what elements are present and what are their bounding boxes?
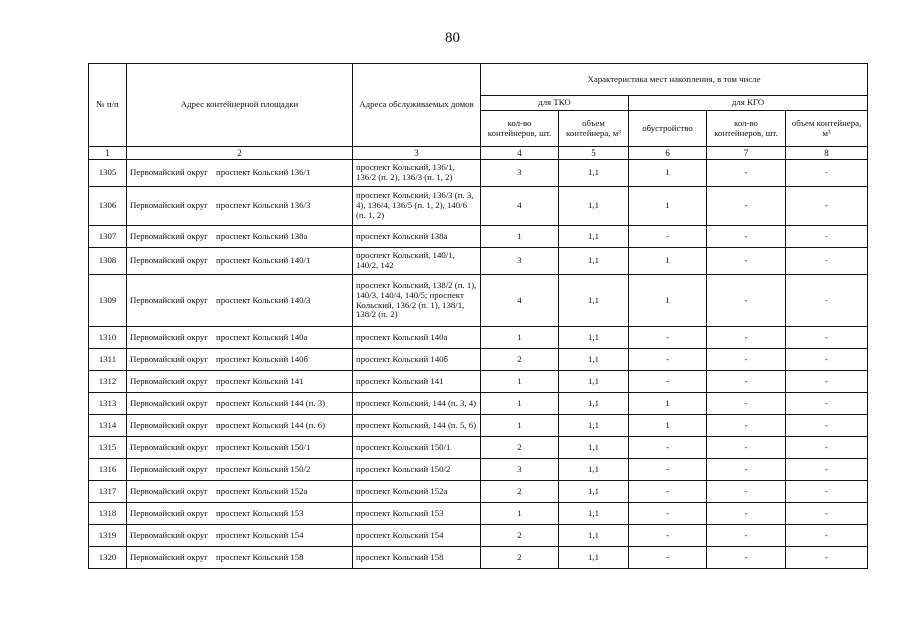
served-houses: проспект Кольский 153 (353, 503, 481, 525)
kgo-container-count: - (707, 275, 786, 327)
column-number: 7 (707, 147, 786, 160)
served-houses: проспект Кольский 140а (353, 327, 481, 349)
row-number: 1320 (89, 547, 127, 569)
column-number: 2 (127, 147, 353, 160)
kgo-container-volume: - (786, 248, 868, 275)
tko-container-volume: 1,1 (559, 248, 629, 275)
row-number: 1310 (89, 327, 127, 349)
street-address: проспект Кольский 141 (216, 375, 304, 386)
district-name: Первомайский округ (130, 230, 208, 241)
table-row (89, 160, 868, 187)
street-address: проспект Кольский 140/1 (216, 255, 311, 266)
tko-container-volume: 1,1 (559, 187, 629, 226)
header-kgo-volume: объем контейнера, м³ (786, 111, 868, 147)
tko-container-count: 2 (481, 481, 559, 503)
kgo-container-count: - (707, 525, 786, 547)
served-houses: проспект Кольский, 136/3 (п. 3, 4), 136/4, 136/5 (п. 1, 2), 140/6 (п. 1, 2) (353, 187, 481, 226)
site-address (127, 349, 353, 371)
column-number: 4 (481, 147, 559, 160)
kgo-arrangement: 1 (629, 248, 707, 275)
street-address: проспект Кольский 144 (п. 3) (216, 397, 326, 408)
kgo-container-count: - (707, 371, 786, 393)
street-address: проспект Кольский 136/1 (216, 167, 311, 178)
kgo-arrangement: - (629, 437, 707, 459)
table-row (89, 547, 868, 569)
tko-container-volume: 1,1 (559, 481, 629, 503)
street-address: проспект Кольский 140б (216, 353, 309, 364)
district-name: Первомайский округ (130, 255, 208, 266)
tko-container-volume: 1,1 (559, 160, 629, 187)
kgo-container-volume: - (786, 437, 868, 459)
kgo-container-volume: - (786, 371, 868, 393)
column-number: 5 (559, 147, 629, 160)
table-row (89, 437, 868, 459)
tko-container-volume: 1,1 (559, 349, 629, 371)
table-row (89, 503, 868, 525)
served-houses: проспект Кольский 154 (353, 525, 481, 547)
served-houses: проспект Кольский, 144 (п. 5, 6) (353, 415, 481, 437)
header-characteristics: Характеристика мест накопления, в том числе (481, 64, 868, 96)
column-number: 8 (786, 147, 868, 160)
street-address: проспект Кольский 138а (216, 230, 308, 241)
served-houses: проспект Кольский 152а (353, 481, 481, 503)
tko-container-volume: 1,1 (559, 547, 629, 569)
kgo-arrangement: 1 (629, 160, 707, 187)
site-address (127, 415, 353, 437)
site-address (127, 437, 353, 459)
kgo-arrangement: - (629, 547, 707, 569)
tko-container-volume: 1,1 (559, 437, 629, 459)
district-name: Первомайский округ (130, 551, 208, 562)
kgo-arrangement: 1 (629, 415, 707, 437)
street-address: проспект Кольский 153 (216, 507, 304, 518)
served-houses: проспект Кольский, 138/2 (п. 1), 140/3, 140/4, 140/5; проспект Кольский, 136/2 (п. 1), 138/1, 138/2 (п. 2) (353, 275, 481, 327)
kgo-container-count: - (707, 160, 786, 187)
district-name: Первомайский округ (130, 397, 208, 408)
street-address: проспект Кольский 150/1 (216, 441, 311, 452)
row-number: 1316 (89, 459, 127, 481)
tko-container-volume: 1,1 (559, 275, 629, 327)
column-number: 1 (89, 147, 127, 160)
street-address: проспект Кольский 140/3 (216, 294, 311, 305)
tko-container-count: 1 (481, 327, 559, 349)
district-name: Первомайский округ (130, 167, 208, 178)
row-number: 1307 (89, 226, 127, 248)
street-address: проспект Кольский 144 (п. 6) (216, 419, 326, 430)
kgo-container-volume: - (786, 349, 868, 371)
kgo-container-count: - (707, 226, 786, 248)
kgo-container-count: - (707, 547, 786, 569)
table-row (89, 415, 868, 437)
site-address (127, 371, 353, 393)
tko-container-volume: 1,1 (559, 415, 629, 437)
kgo-container-volume: - (786, 525, 868, 547)
tko-container-count: 1 (481, 415, 559, 437)
header-kgo: для КГО (629, 96, 868, 111)
table-row (89, 226, 868, 248)
district-name: Первомайский округ (130, 294, 208, 305)
tko-container-count: 4 (481, 187, 559, 226)
street-address: проспект Кольский 150/2 (216, 463, 311, 474)
table-body (89, 160, 868, 569)
district-name: Первомайский округ (130, 200, 208, 211)
site-address (127, 459, 353, 481)
street-address: проспект Кольский 140а (216, 331, 308, 342)
served-houses: проспект Кольский, 144 (п. 3, 4) (353, 393, 481, 415)
row-number: 1319 (89, 525, 127, 547)
header-kgo-count: кол-во контейнеров, шт. (707, 111, 786, 147)
kgo-container-volume: - (786, 481, 868, 503)
kgo-container-volume: - (786, 459, 868, 481)
tko-container-count: 1 (481, 393, 559, 415)
row-number: 1315 (89, 437, 127, 459)
table-row (89, 525, 868, 547)
row-number: 1318 (89, 503, 127, 525)
table-row (89, 371, 868, 393)
header-tko-count: кол-во контейнеров, шт. (481, 111, 559, 147)
served-houses: проспект Кольский 158 (353, 547, 481, 569)
kgo-arrangement: - (629, 226, 707, 248)
tko-container-volume: 1,1 (559, 459, 629, 481)
header-tko-volume: объем контейнера, м³ (559, 111, 629, 147)
kgo-container-count: - (707, 481, 786, 503)
row-number: 1313 (89, 393, 127, 415)
site-address (127, 248, 353, 275)
row-number: 1308 (89, 248, 127, 275)
district-name: Первомайский округ (130, 375, 208, 386)
kgo-container-count: - (707, 393, 786, 415)
column-number: 6 (629, 147, 707, 160)
kgo-arrangement: - (629, 503, 707, 525)
street-address: проспект Кольский 136/3 (216, 200, 311, 211)
site-address (127, 187, 353, 226)
table-row (89, 393, 868, 415)
kgo-container-volume: - (786, 503, 868, 525)
served-houses: проспект Кольский 140б (353, 349, 481, 371)
district-name: Первомайский округ (130, 507, 208, 518)
table-row (89, 349, 868, 371)
tko-container-volume: 1,1 (559, 327, 629, 349)
tko-container-count: 2 (481, 437, 559, 459)
district-name: Первомайский округ (130, 441, 208, 452)
container-sites-table (88, 63, 868, 569)
tko-container-count: 1 (481, 371, 559, 393)
column-number: 3 (353, 147, 481, 160)
tko-container-count: 1 (481, 503, 559, 525)
district-name: Первомайский округ (130, 463, 208, 474)
table-row (89, 275, 868, 327)
site-address (127, 503, 353, 525)
header-served-houses: Адреса обслуживаемых домов (353, 64, 481, 147)
row-number: 1305 (89, 160, 127, 187)
kgo-container-count: - (707, 459, 786, 481)
tko-container-count: 3 (481, 459, 559, 481)
served-houses: проспект Кольский 150/2 (353, 459, 481, 481)
page-number: 80 (445, 30, 460, 46)
tko-container-volume: 1,1 (559, 371, 629, 393)
table-row (89, 481, 868, 503)
district-name: Первомайский округ (130, 353, 208, 364)
row-number: 1306 (89, 187, 127, 226)
row-number: 1311 (89, 349, 127, 371)
kgo-container-count: - (707, 327, 786, 349)
street-address: проспект Кольский 158 (216, 551, 304, 562)
site-address (127, 160, 353, 187)
kgo-container-volume: - (786, 187, 868, 226)
row-number: 1309 (89, 275, 127, 327)
tko-container-volume: 1,1 (559, 503, 629, 525)
kgo-container-volume: - (786, 393, 868, 415)
header-tko: для ТКО (481, 96, 629, 111)
kgo-arrangement: - (629, 459, 707, 481)
table-row (89, 187, 868, 226)
kgo-arrangement: 1 (629, 393, 707, 415)
street-address: проспект Кольский 152а (216, 485, 308, 496)
district-name: Первомайский округ (130, 485, 208, 496)
kgo-container-volume: - (786, 415, 868, 437)
header-address: Адрес контейнерной площадки (127, 64, 353, 147)
kgo-container-count: - (707, 349, 786, 371)
district-name: Первомайский округ (130, 419, 208, 430)
site-address (127, 226, 353, 248)
tko-container-count: 3 (481, 160, 559, 187)
tko-container-volume: 1,1 (559, 525, 629, 547)
site-address (127, 481, 353, 503)
district-name: Первомайский округ (130, 529, 208, 540)
kgo-arrangement: - (629, 525, 707, 547)
kgo-container-volume: - (786, 275, 868, 327)
kgo-arrangement: - (629, 481, 707, 503)
table-row (89, 459, 868, 481)
site-address (127, 525, 353, 547)
kgo-container-count: - (707, 415, 786, 437)
kgo-container-volume: - (786, 226, 868, 248)
kgo-arrangement: - (629, 327, 707, 349)
kgo-container-volume: - (786, 327, 868, 349)
site-address (127, 275, 353, 327)
row-number: 1317 (89, 481, 127, 503)
site-address (127, 327, 353, 349)
kgo-container-count: - (707, 248, 786, 275)
tko-container-count: 2 (481, 525, 559, 547)
site-address (127, 393, 353, 415)
header-kgo-arrangement: обустройство (629, 111, 707, 147)
tko-container-count: 4 (481, 275, 559, 327)
kgo-container-volume: - (786, 160, 868, 187)
kgo-arrangement: - (629, 371, 707, 393)
kgo-container-volume: - (786, 547, 868, 569)
site-address (127, 547, 353, 569)
kgo-container-count: - (707, 187, 786, 226)
kgo-arrangement: 1 (629, 187, 707, 226)
kgo-arrangement: 1 (629, 275, 707, 327)
tko-container-count: 1 (481, 226, 559, 248)
tko-container-count: 2 (481, 349, 559, 371)
tko-container-count: 2 (481, 547, 559, 569)
tko-container-volume: 1,1 (559, 226, 629, 248)
served-houses: проспект Кольский 150/1 (353, 437, 481, 459)
served-houses: проспект Кольский, 136/1, 136/2 (п. 2), 136/3 (п. 1, 2) (353, 160, 481, 187)
table-row (89, 248, 868, 275)
kgo-container-count: - (707, 503, 786, 525)
kgo-container-count: - (707, 437, 786, 459)
street-address: проспект Кольский 154 (216, 529, 304, 540)
served-houses: проспект Кольский 138а (353, 226, 481, 248)
row-number: 1312 (89, 371, 127, 393)
district-name: Первомайский округ (130, 331, 208, 342)
served-houses: проспект Кольский, 140/1, 140/2, 142 (353, 248, 481, 275)
kgo-arrangement: - (629, 349, 707, 371)
tko-container-volume: 1,1 (559, 393, 629, 415)
served-houses: проспект Кольский 141 (353, 371, 481, 393)
table-row (89, 327, 868, 349)
row-number: 1314 (89, 415, 127, 437)
header-num: № п/п (89, 64, 127, 147)
tko-container-count: 3 (481, 248, 559, 275)
